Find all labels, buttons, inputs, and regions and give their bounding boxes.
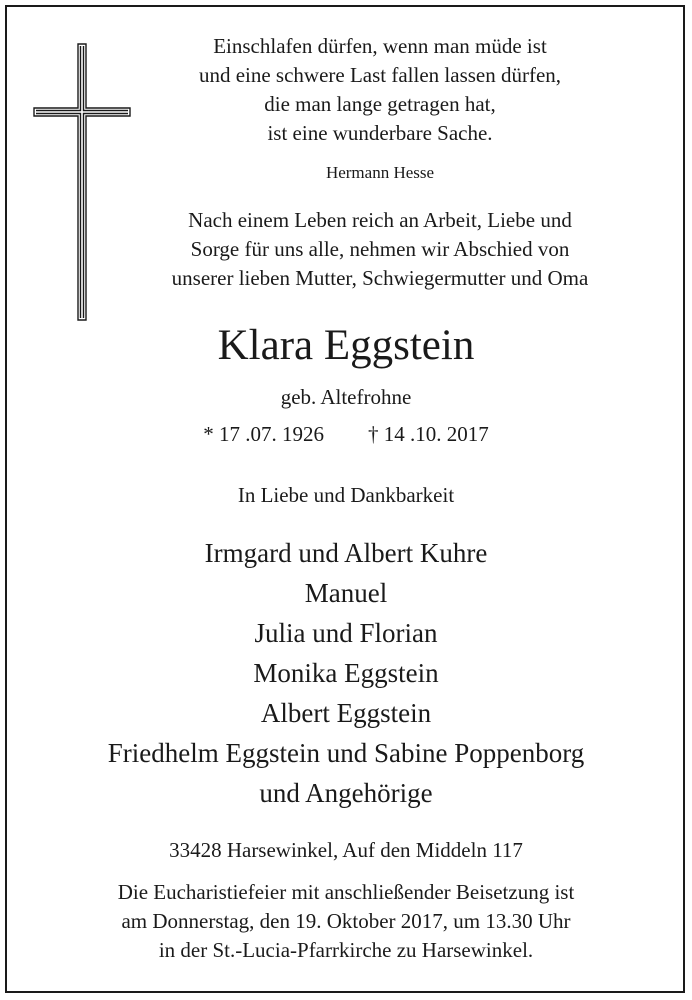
thanks-line: In Liebe und Dankbarkeit	[237, 483, 455, 507]
mourners-list	[0, 533, 692, 813]
poem-line: ist eine wunderbare Sache.	[267, 121, 493, 145]
mourner: Albert Eggstein	[260, 698, 432, 728]
mourner: Julia und Florian	[254, 618, 438, 648]
death-date: † 14 .10. 2017	[368, 422, 489, 446]
deceased-name: Klara Eggstein	[217, 322, 475, 369]
maiden-name: geb. Altefrohne	[280, 385, 412, 409]
poem	[0, 32, 692, 148]
life-dates	[0, 422, 692, 447]
poem-line: Einschlafen dürfen, wenn man müde ist	[213, 34, 547, 58]
service-line: Die Eucharistiefeier mit anschließender Beisetzung ist	[117, 880, 575, 904]
mourner: und Angehörige	[259, 778, 433, 808]
service-line: in der St.-Lucia-Pfarrkirche zu Harsewinkel.	[158, 938, 534, 962]
birth-date: * 17 .07. 1926	[203, 422, 324, 446]
service-line: am Donnerstag, den 19. Oktober 2017, um 13.30 Uhr	[121, 909, 571, 933]
address: 33428 Harsewinkel, Auf den Middeln 117	[169, 838, 523, 862]
mourner: Irmgard und Albert Kuhre	[204, 538, 488, 568]
poem-line: und eine schwere Last fallen lassen dürfen,	[198, 63, 562, 87]
intro-text	[0, 206, 692, 293]
poem-author: Hermann Hesse	[325, 163, 435, 182]
service-info	[0, 878, 692, 965]
mourner: Monika Eggstein	[253, 658, 439, 688]
intro-line: Sorge für uns alle, nehmen wir Abschied von	[190, 237, 570, 261]
poem-line: die man lange getragen hat,	[264, 92, 496, 116]
mourner: Manuel	[304, 578, 388, 608]
mourner: Friedhelm Eggstein und Sabine Poppenborg	[107, 738, 585, 768]
intro-line: unserer lieben Mutter, Schwiegermutter und Oma	[171, 266, 589, 290]
intro-line: Nach einem Leben reich an Arbeit, Liebe und	[188, 208, 572, 232]
